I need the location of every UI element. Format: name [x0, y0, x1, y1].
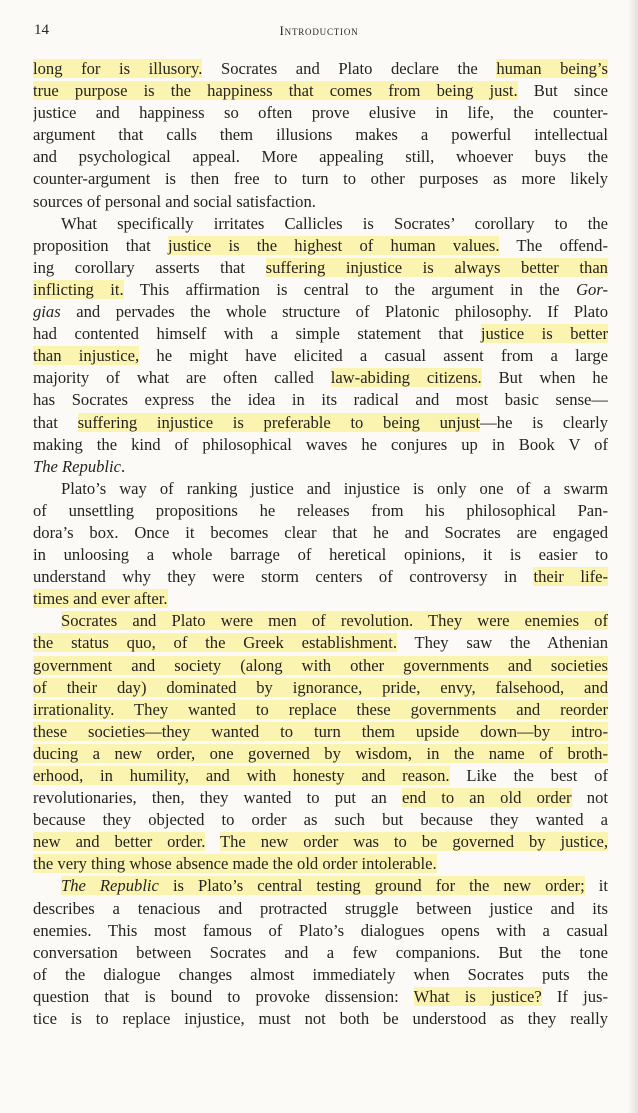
text-line — [33, 610, 608, 632]
text-line — [33, 787, 608, 809]
text-segment: because they objected to order as such but because they wanted a — [33, 810, 608, 830]
text-line — [33, 235, 608, 257]
text-segment: Gor- — [576, 279, 608, 299]
text-segment: of the dialogue changes almost immediately when Socrates puts the — [33, 964, 608, 984]
text-line — [33, 301, 608, 323]
running-head: Introduction — [279, 23, 359, 38]
highlighted-text: Socrates and Plato were men of revolution. They were enemies of — [61, 611, 608, 631]
text-line — [33, 257, 608, 279]
highlighted-text: government and society (along with other governments and societies — [33, 655, 608, 675]
text-segment: tice is to replace injustice, must not both be understood as they really — [33, 1009, 608, 1029]
highlighted-text: times and ever after. — [33, 589, 168, 609]
highlighted-text: justice is better — [480, 324, 608, 344]
text-line — [33, 964, 608, 986]
text-line — [33, 500, 608, 522]
text-segment: —he is clearly — [480, 412, 608, 432]
text-segment: This affirmation is central to the argument in the — [123, 279, 577, 299]
text-line — [33, 677, 608, 699]
text-segment: he might have elicited a casual assent from a large — [139, 346, 608, 366]
text-line — [33, 412, 608, 434]
text-line — [33, 58, 608, 80]
text-line — [33, 124, 608, 146]
text-segment: Like the best of — [449, 766, 608, 785]
highlighted-text: of their day) dominated by ignorance, pride, envy, falsehood, and — [33, 677, 608, 697]
text-segment: justice and happiness so often prove elusive in life, the counter- — [33, 103, 608, 123]
text-segment: in unloosing a whole barrage of heretical opinions, it is easier to — [33, 545, 608, 565]
highlighted-text: these societies—they wanted to turn them upside down—by intro- — [33, 721, 608, 741]
text-line — [33, 765, 608, 787]
highlighted-text: suffering injustice is preferable to being unjust — [77, 412, 481, 432]
highlighted-text: the status quo, of the Greek establishment. — [33, 633, 397, 653]
text-segment: They saw the Athenian — [396, 633, 608, 653]
text-line — [33, 389, 608, 411]
highlighted-text: The new order was to be governed by justice, — [220, 832, 608, 852]
text-line — [33, 191, 608, 213]
highlighted-text: erhood, in humility, and with honesty and reason. — [33, 766, 450, 785]
text-line — [33, 146, 608, 168]
text-segment: argument that calls them illusions makes a powerful intellectual — [33, 125, 608, 145]
highlighted-text: What is justice? — [413, 986, 542, 1006]
text-line — [33, 743, 608, 765]
text-segment: sources of personal and social satisfaction. — [33, 191, 316, 211]
page-header — [34, 18, 604, 48]
highlighted-text: law-abiding citizens. — [330, 368, 482, 388]
text-segment: If jus- — [541, 986, 608, 1006]
text-line — [33, 102, 608, 124]
text-segment: What specifically irritates Callicles is Socrates’ corollary to the — [61, 213, 608, 233]
text-segment: had contented himself with a simple statement that — [33, 324, 481, 344]
text-segment: it — [584, 876, 608, 896]
text-segment: The offend- — [499, 235, 608, 255]
text-line — [33, 323, 608, 345]
text-segment: gias — [33, 302, 61, 322]
highlighted-text: suffering injustice is always better than — [265, 257, 608, 277]
text-line — [33, 831, 608, 853]
text-segment: . — [121, 456, 126, 476]
highlighted-text: is Plato’s central testing ground for the new order; — [158, 876, 585, 896]
highlighted-text: new and better order. — [33, 832, 206, 852]
text-segment: enemies. This most famous of Plato’s dialogues opens with a casual — [33, 920, 608, 940]
page-edge-shadow — [628, 0, 638, 1113]
text-line — [33, 875, 608, 897]
highlighted-text: the very thing whose absence made the old order intolerable. — [33, 854, 437, 874]
text-segment: Socrates and Plato declare the — [202, 59, 497, 78]
highlighted-text: their life- — [533, 567, 608, 587]
text-segment: has Socrates express the idea in its radical and most basic sense— — [33, 390, 608, 410]
body-text — [33, 58, 608, 1030]
text-line — [33, 986, 608, 1008]
text-segment: The Republic — [33, 456, 122, 476]
text-line — [33, 434, 608, 456]
text-line — [33, 1008, 608, 1030]
text-segment: majority of what are often called — [33, 368, 331, 388]
text-line — [33, 367, 608, 389]
text-segment: counter-argument is then free to turn to other purposes as more likely — [33, 169, 608, 189]
text-segment: of unsettling propositions he releases from his philosophical Pan- — [33, 500, 608, 520]
text-segment: making the kind of philosophical waves he conjures up in Book V of — [33, 434, 608, 454]
text-line — [33, 655, 608, 677]
highlighted-text: irrationality. They wanted to replace these governments and reorder — [33, 699, 608, 719]
text-segment: question that is bound to provoke dissension: — [33, 986, 414, 1006]
highlighted-text: justice is the highest of human values. — [167, 235, 500, 255]
text-line — [33, 920, 608, 942]
text-line — [33, 279, 608, 301]
text-line — [33, 809, 608, 831]
text-line — [33, 566, 608, 588]
highlighted-text: inflicting it. — [33, 279, 124, 299]
text-segment: dora’s box. Once it becomes clear that he and Socrates are engaged — [33, 522, 608, 542]
text-line — [33, 898, 608, 920]
text-segment: Plato’s way of ranking justice and injustice is only one of a swarm — [61, 478, 608, 498]
highlighted-text: long for is illusory. — [33, 59, 203, 78]
text-segment: not — [571, 788, 608, 808]
text-segment: ing corollary asserts that — [33, 257, 266, 277]
text-segment: But when he — [481, 368, 608, 388]
highlighted-text: The Republic — [61, 876, 159, 896]
text-line — [33, 213, 608, 235]
text-line — [33, 588, 608, 610]
text-segment — [205, 832, 220, 851]
text-segment: that — [33, 412, 78, 432]
text-line — [33, 699, 608, 721]
text-line — [33, 168, 608, 190]
highlighted-text: end to an old order — [402, 788, 572, 808]
highlighted-text: human being’s — [496, 59, 608, 78]
text-segment: describes a tenacious and protracted struggle between justice and its — [33, 898, 608, 918]
text-line — [33, 80, 608, 102]
text-segment: conversation between Socrates and a few companions. But the tone — [33, 942, 608, 962]
page-number: 14 — [34, 22, 49, 38]
highlighted-text: ducing a new order, one governed by wisdom, in the name of broth- — [33, 743, 608, 763]
text-segment: But since — [517, 81, 608, 101]
text-line — [33, 345, 608, 367]
text-segment: proposition that — [33, 235, 168, 255]
highlighted-text: true purpose is the happiness that comes from being just. — [33, 81, 518, 101]
text-segment: understand why they were storm centers of controversy in — [33, 567, 534, 587]
text-segment: and psychological appeal. More appealing still, whoever buys the — [33, 147, 608, 167]
text-segment: and pervades the whole structure of Platonic philosophy. If Plato — [60, 302, 608, 322]
text-line — [33, 544, 608, 566]
text-line — [33, 853, 608, 875]
text-line — [33, 478, 608, 500]
text-line — [33, 522, 608, 544]
text-line — [33, 632, 608, 654]
text-segment: revolutionaries, then, they wanted to put an — [33, 788, 403, 808]
text-line — [33, 456, 608, 478]
text-line — [33, 942, 608, 964]
text-line — [33, 721, 608, 743]
highlighted-text: than injustice, — [33, 346, 140, 366]
